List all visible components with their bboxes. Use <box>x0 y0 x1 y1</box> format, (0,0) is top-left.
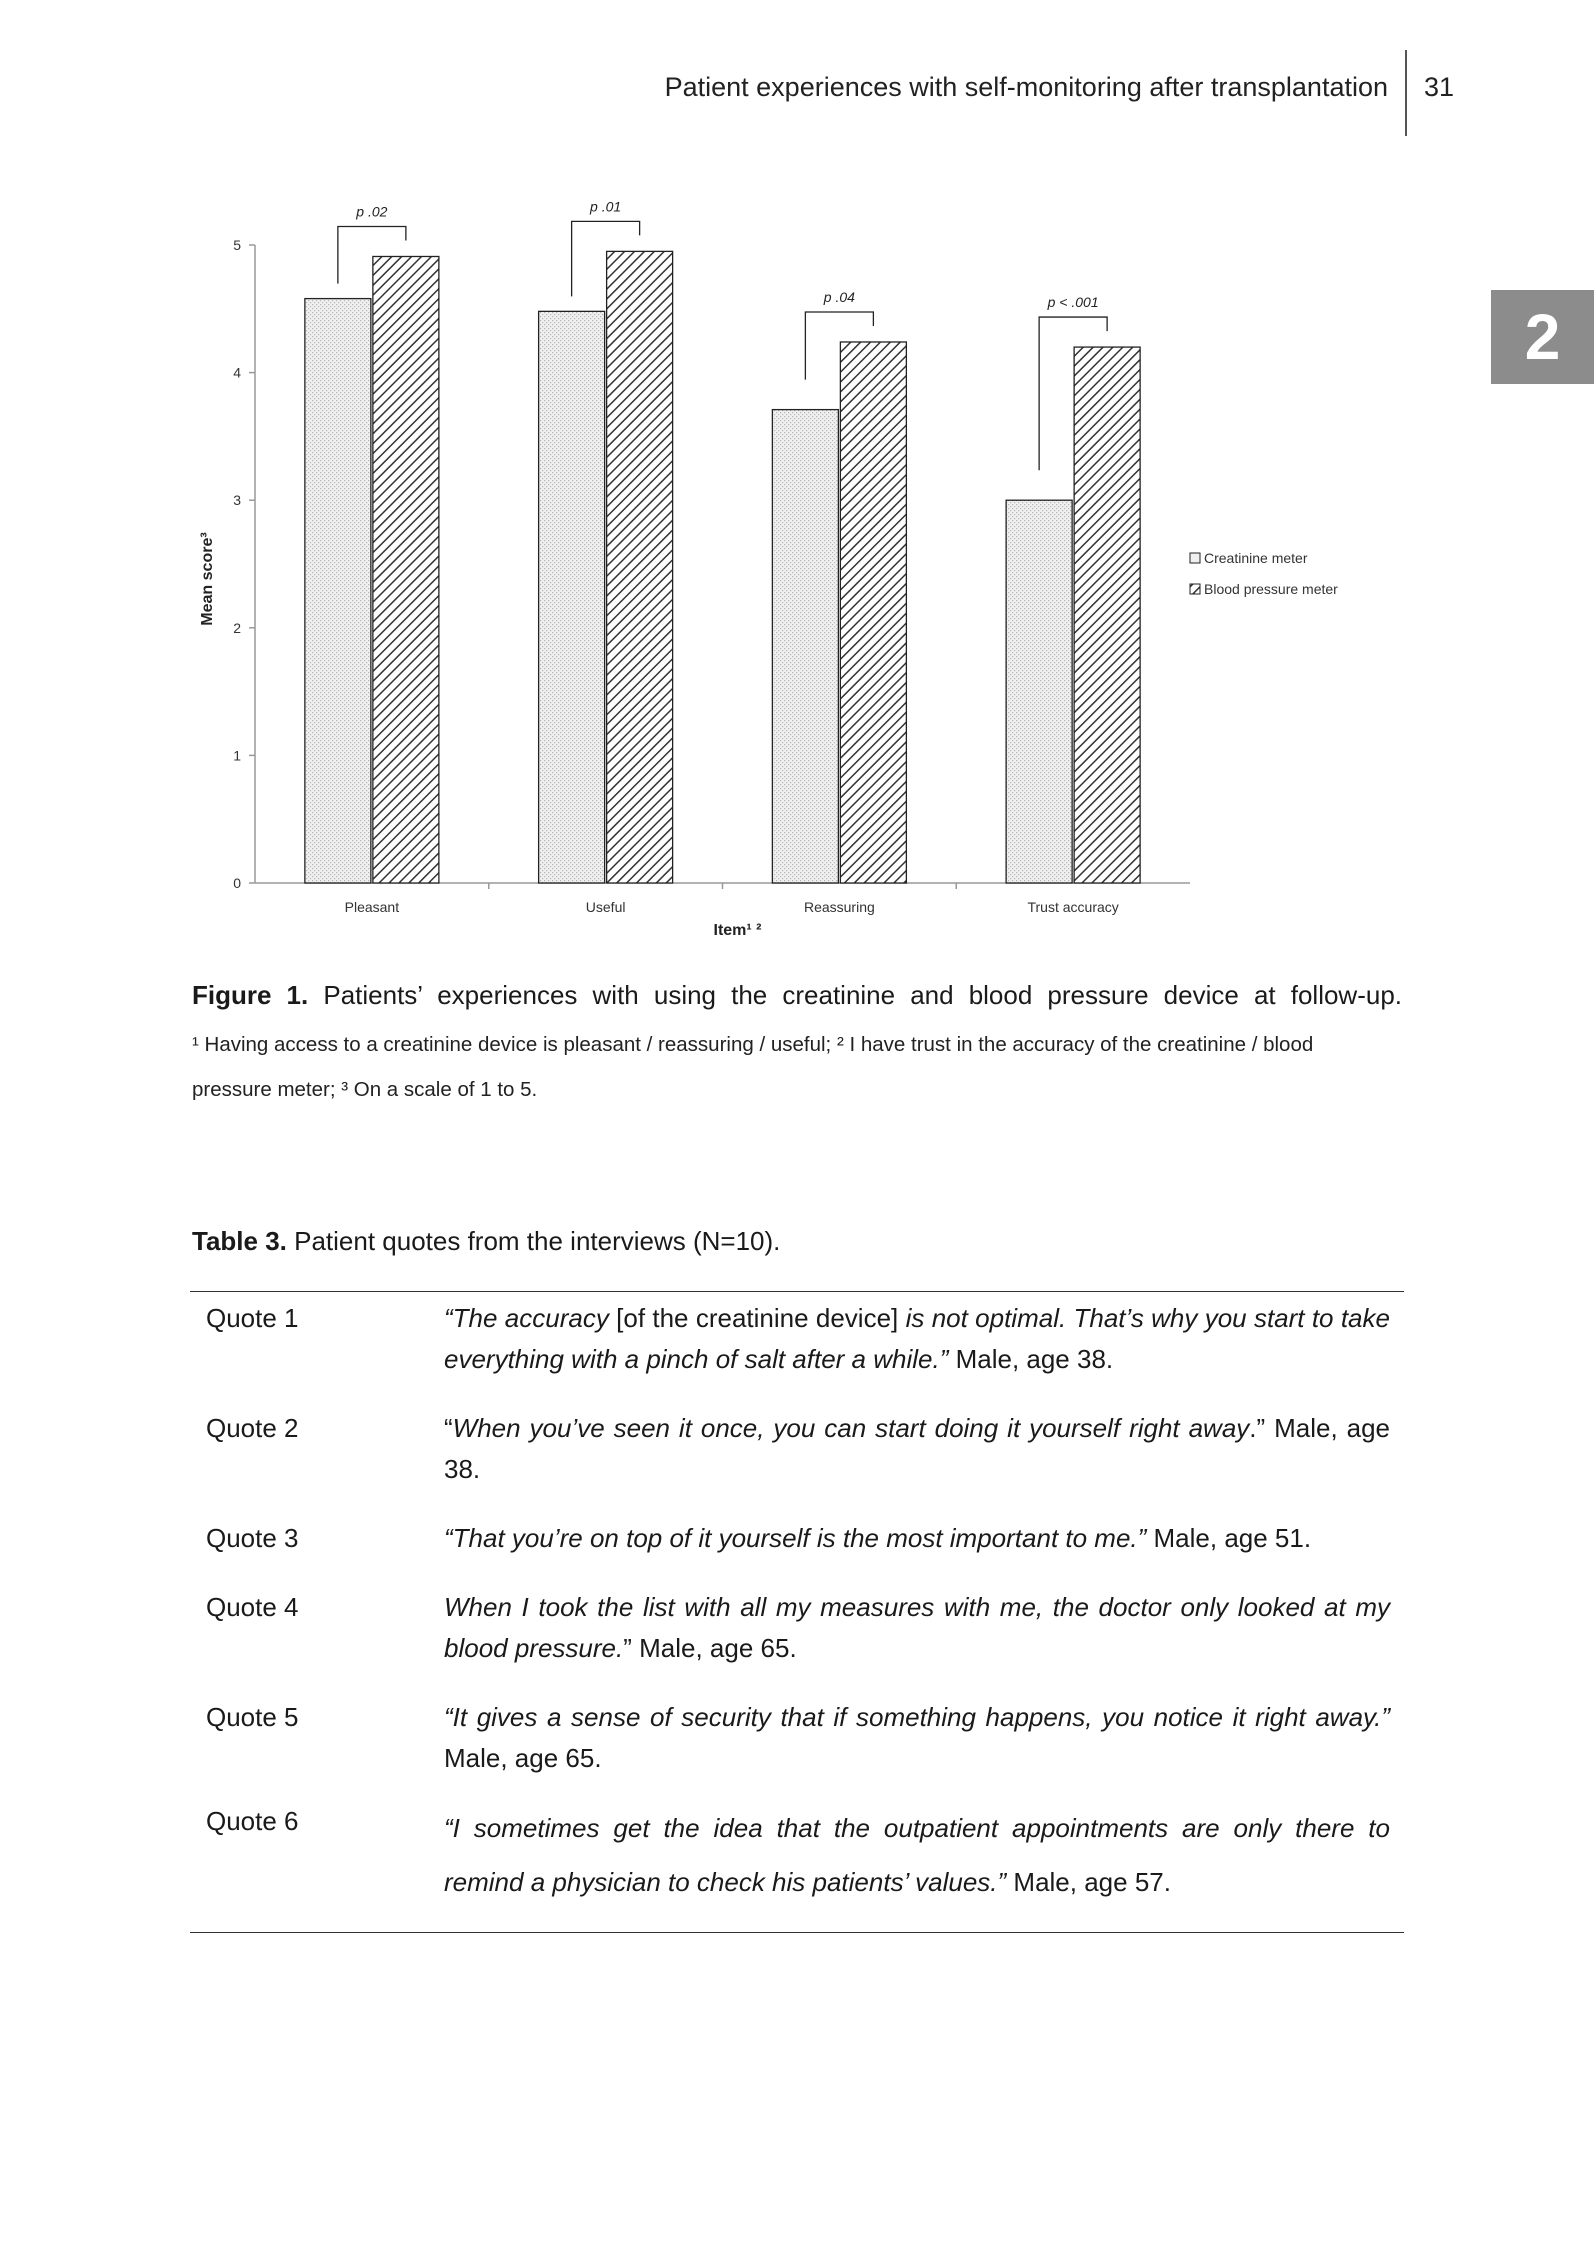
table-bottom-rule <box>190 1932 1404 1933</box>
quote-label: Quote 6 <box>206 1806 299 1836</box>
y-tick-label: 5 <box>233 237 241 253</box>
p-value-label: p .01 <box>590 198 622 215</box>
table-title <box>192 1226 780 1257</box>
chapter-tab: 2 <box>1491 290 1594 384</box>
quote-row <box>190 1408 1404 1490</box>
legend-swatch-creatinine <box>1190 553 1200 563</box>
quote-text <box>444 1587 1390 1669</box>
quote-plain: ” Male, age 65. <box>623 1633 797 1663</box>
quote-plain: .” Male, age 38. <box>444 1413 1390 1484</box>
p-value-label: p < .001 <box>1047 294 1099 311</box>
legend-label-blood-pressure: Blood pressure meter <box>1204 581 1338 597</box>
figure-footnote-2: pressure meter; ³ On a scale of 1 to 5. <box>192 1078 538 1101</box>
y-tick-label: 3 <box>233 492 241 509</box>
bar-blood-pressure-useful <box>607 251 673 883</box>
quote-plain: Male, age 51. <box>1146 1523 1312 1553</box>
quote-row <box>190 1801 1404 1909</box>
x-tick-label: Useful <box>585 899 626 915</box>
quote-text <box>444 1697 1390 1779</box>
header-divider <box>1405 50 1407 136</box>
x-tick-label: Pleasant <box>344 899 400 915</box>
x-tick-label: Trust accuracy <box>1027 899 1119 915</box>
quote-italic: “That you’re on top of it yourself is the most important to me.” <box>444 1523 1147 1553</box>
bar-blood-pressure-pleasant <box>373 256 439 883</box>
quote-italic: “It gives a sense of security that if something happens, you notice it right away.” <box>444 1702 1390 1732</box>
quote-table <box>190 1298 1404 1937</box>
quote-label: Quote 1 <box>206 1303 299 1333</box>
table-title-text: Patient quotes from the interviews (N=10). <box>286 1226 781 1256</box>
quote-row <box>190 1587 1404 1669</box>
quote-label: Quote 2 <box>206 1413 299 1443</box>
table-label: Table 3. <box>192 1226 287 1256</box>
figure-label: Figure 1. <box>192 980 309 1010</box>
quote-row <box>190 1697 1404 1779</box>
figure-caption <box>192 975 1402 1015</box>
quote-row <box>190 1518 1404 1559</box>
figure-caption-text: Patients’ experiences with using the creatinine and blood pressure device at follow-up. <box>308 980 1403 1010</box>
quote-label: Quote 4 <box>206 1592 299 1622</box>
figure-footnote-1: ¹ Having access to a creatinine device is pleasant / reassuring / useful; ² I have trust in the accuracy of the creatinine / blood <box>192 1033 1314 1056</box>
quote-plain: [of the creatinine device] <box>608 1303 906 1333</box>
legend-label-creatinine: Creatinine meter <box>1204 550 1308 566</box>
quote-italic: When I took the list with all my measures with me, the doctor only looked at my blood pressure. <box>444 1592 1390 1663</box>
bar-creatinine-useful <box>539 311 605 883</box>
quote-plain: “ <box>444 1413 453 1443</box>
quote-italic: “The accuracy <box>444 1303 609 1333</box>
quote-text <box>444 1801 1390 1909</box>
quote-plain: Male, age 57. <box>1006 1867 1171 1897</box>
bar-creatinine-pleasant <box>305 299 371 883</box>
bar-chart <box>190 190 1380 950</box>
quote-text <box>444 1298 1390 1380</box>
quote-label: Quote 3 <box>206 1523 299 1553</box>
quote-italic: When you’ve seen it once, you can start doing it yourself right away <box>452 1413 1250 1443</box>
legend-swatch-blood-pressure <box>1190 584 1200 594</box>
quote-text <box>444 1408 1390 1490</box>
p-value-label: p .04 <box>823 288 855 305</box>
quote-italic: is not optimal. That’s why you start to take everything with a pinch of salt after a while.” <box>444 1303 1390 1374</box>
y-axis-label: Mean score³ <box>199 532 216 626</box>
bar-creatinine-trust-accuracy <box>1006 500 1072 883</box>
quote-plain: Male, age 65. <box>444 1743 602 1773</box>
y-tick-label: 2 <box>233 619 241 636</box>
p-value-label: p .02 <box>356 203 388 220</box>
bar-blood-pressure-reassuring <box>840 342 906 883</box>
quote-text <box>444 1518 1390 1559</box>
table-top-rule <box>190 1291 1404 1292</box>
bar-blood-pressure-trust-accuracy <box>1074 347 1140 883</box>
x-tick-label: Reassuring <box>803 899 875 915</box>
x-axis-label: Item¹ ² <box>713 922 762 939</box>
y-tick-label: 1 <box>233 747 241 764</box>
bar-creatinine-reassuring <box>772 410 838 883</box>
quote-italic: “I sometimes get the idea that the outpatient appointments are only there to remind a physician to check his patients’ values.” <box>444 1813 1390 1897</box>
y-tick-label: 4 <box>233 364 241 381</box>
quote-row <box>190 1298 1404 1380</box>
running-head: Patient experiences with self-monitoring after transplantation <box>664 72 1388 102</box>
y-tick-label: 0 <box>233 875 241 891</box>
page-number: 31 <box>1424 72 1455 102</box>
quote-plain: Male, age 38. <box>948 1344 1114 1374</box>
quote-label: Quote 5 <box>206 1702 299 1732</box>
